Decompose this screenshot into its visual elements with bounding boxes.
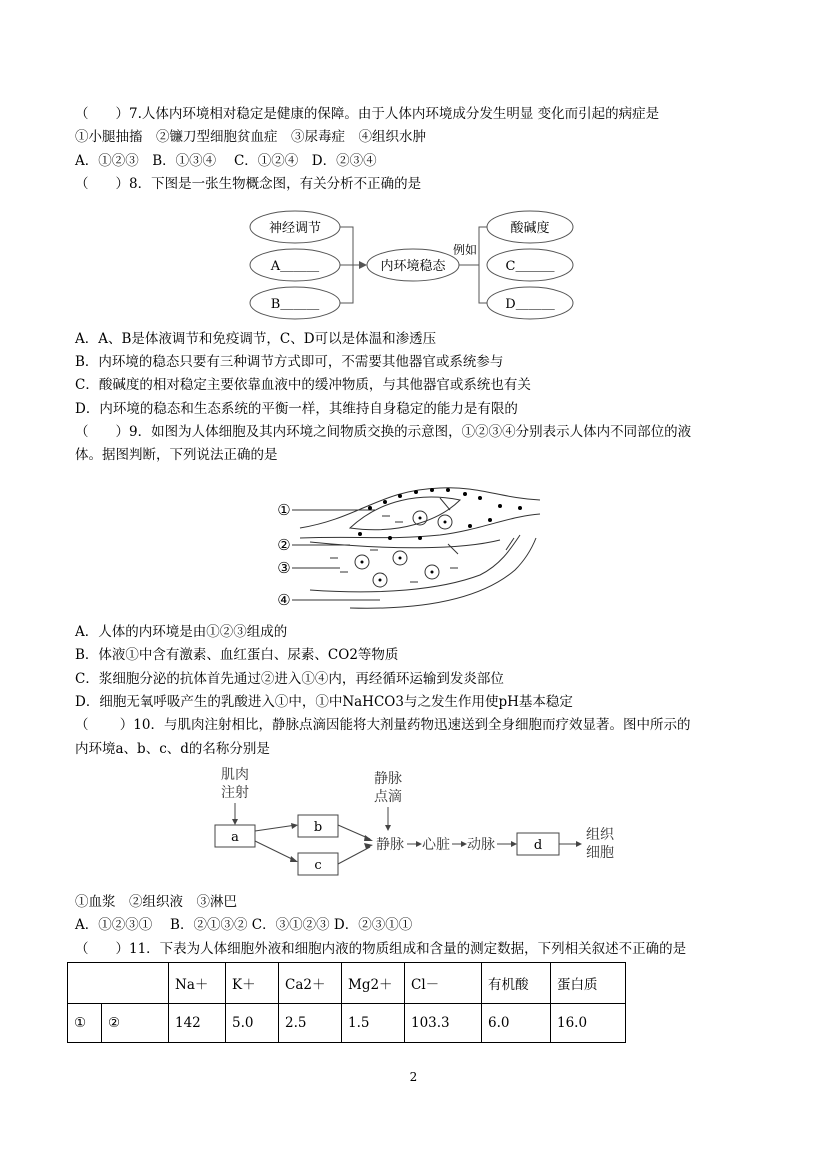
q9-stem-line1: （ ）9．如图为人体细胞及其内环境之间物质交换的示意图，①②③④分别表示人体内不同部位的液 [75, 424, 692, 440]
figure-label-2: ② [277, 536, 291, 554]
concept-center: 内环境稳态 [380, 259, 446, 274]
q8-option-c: C．酸碱度的相对稳定主要依靠血液中的缓冲物质，与其他器官或系统也有关 [75, 377, 531, 393]
table-header-protein: 蛋白质 [551, 963, 626, 1004]
q8-option-a: A．A、B是体液调节和免疫调节，C、D可以是体温和渗透压 [75, 331, 437, 347]
table-cell: 2.5 [279, 1004, 342, 1043]
concept-right1: 酸碱度 [510, 221, 550, 236]
table-header-cl: Cl－ [405, 963, 482, 1004]
flow-muscle-label2: 注射 [221, 785, 249, 801]
flow-artery: 动脉 [467, 837, 495, 853]
table-header-blank [68, 963, 169, 1004]
table-cell: 1.5 [342, 1004, 405, 1043]
q9-option-d: D．细胞无氧呼吸产生的乳酸进入①中，①中NaHCO3与之发生作用使pH基本稳定 [75, 694, 573, 710]
table-cell: 5.0 [226, 1004, 279, 1043]
q8-stem: （ ）8．下图是一张生物概念图，有关分析不正确的是 [75, 176, 422, 192]
q7-stem: （ ）7.人体内环境相对稳定是健康的保障。由于人体内环境成分发生明显 变化而引起的病症是 [75, 106, 660, 122]
table-row [68, 1004, 626, 1043]
flow-box-d: d [533, 838, 543, 853]
q9-option-a: A．人体的内环境是由①②③组成的 [75, 624, 288, 640]
tissue-exchange-figure [270, 480, 560, 615]
flow-box-b: b [313, 820, 323, 835]
q9-option-b: B．体液①中含有激素、血红蛋白、尿素、CO2等物质 [75, 647, 399, 663]
q9-stem-line2: 体。据图判断，下列说法正确的是 [75, 447, 278, 463]
q8-option-d: D．内环境的稳态和生态系统的平衡一样，其维持自身稳定的能力是有限的 [75, 401, 518, 417]
flow-box-a: a [231, 830, 239, 845]
concept-map-figure [245, 205, 585, 325]
table-cell: 16.0 [551, 1004, 626, 1043]
table-cell: 6.0 [482, 1004, 551, 1043]
figure-label-1: ① [277, 501, 291, 519]
table-cell: 103.3 [405, 1004, 482, 1043]
flow-muscle-label1: 肌肉 [221, 767, 249, 783]
q9-option-c: C．浆细胞分泌的抗体首先通过②进入①④内，再经循环运输到发炎部位 [75, 671, 504, 687]
concept-left2: A＿＿＿ [270, 259, 320, 274]
page-number: 2 [409, 1070, 418, 1084]
q7-options: A．①②③ B．①③④ C．①②④ D．②③④ [75, 153, 377, 169]
flow-vein: 静脉 [376, 837, 404, 853]
q11-stem: （ ）11．下表为人体细胞外液和细胞内液的物质组成和含量的测定数据，下列相关叙述不正确的是 [75, 941, 687, 957]
table-header-organic-acid: 有机酸 [482, 963, 551, 1004]
q7-items: ①小腿抽搐 ②镰刀型细胞贫血症 ③尿毒症 ④组织水肿 [75, 129, 426, 145]
concept-right3: D＿＿＿ [505, 297, 555, 312]
table-header-ca: Ca2＋ [279, 963, 342, 1004]
table-header-mg: Mg2＋ [342, 963, 405, 1004]
table-cell: 142 [169, 1004, 226, 1043]
composition-table [67, 962, 626, 1043]
flow-heart: 心脏 [422, 837, 450, 853]
table-row-label-2: ② [102, 1004, 169, 1043]
figure-label-4: ④ [277, 591, 291, 609]
concept-example: 例如 [452, 243, 478, 257]
flow-tissue-label2: 细胞 [586, 845, 614, 861]
flow-tissue-label1: 组织 [586, 827, 614, 843]
flow-drip-label2: 点滴 [374, 789, 402, 805]
concept-right2: C＿＿＿ [505, 259, 555, 274]
table-header-row [68, 963, 626, 1004]
q10-items: ①血浆 ②组织液 ③淋巴 [75, 894, 237, 910]
q10-stem-line2: 内环境a、b、c、d的名称分别是 [75, 741, 270, 757]
q10-stem-line1: （ ）10．与肌肉注射相比，静脉点滴因能将大剂量药物迅速送到全身细胞而疗效显著。图中所示的 [75, 717, 691, 733]
table-header-na: Na＋ [169, 963, 226, 1004]
figure-label-3: ③ [277, 559, 291, 577]
q8-option-b: B．内环境的稳态只要有三种调节方式即可，不需要其他器官或系统参与 [75, 354, 504, 370]
flow-diagram-figure [210, 765, 620, 880]
table-header-k: K＋ [226, 963, 279, 1004]
table-row-label-1: ① [68, 1004, 102, 1043]
q10-options: A．①②③① B．②①③② C．③①②③ D．②③①① [75, 917, 413, 933]
concept-left1: 神经调节 [268, 221, 322, 236]
concept-left3: B＿＿＿ [270, 297, 320, 312]
flow-box-c: c [314, 858, 322, 873]
flow-drip-label1: 静脉 [374, 771, 402, 787]
